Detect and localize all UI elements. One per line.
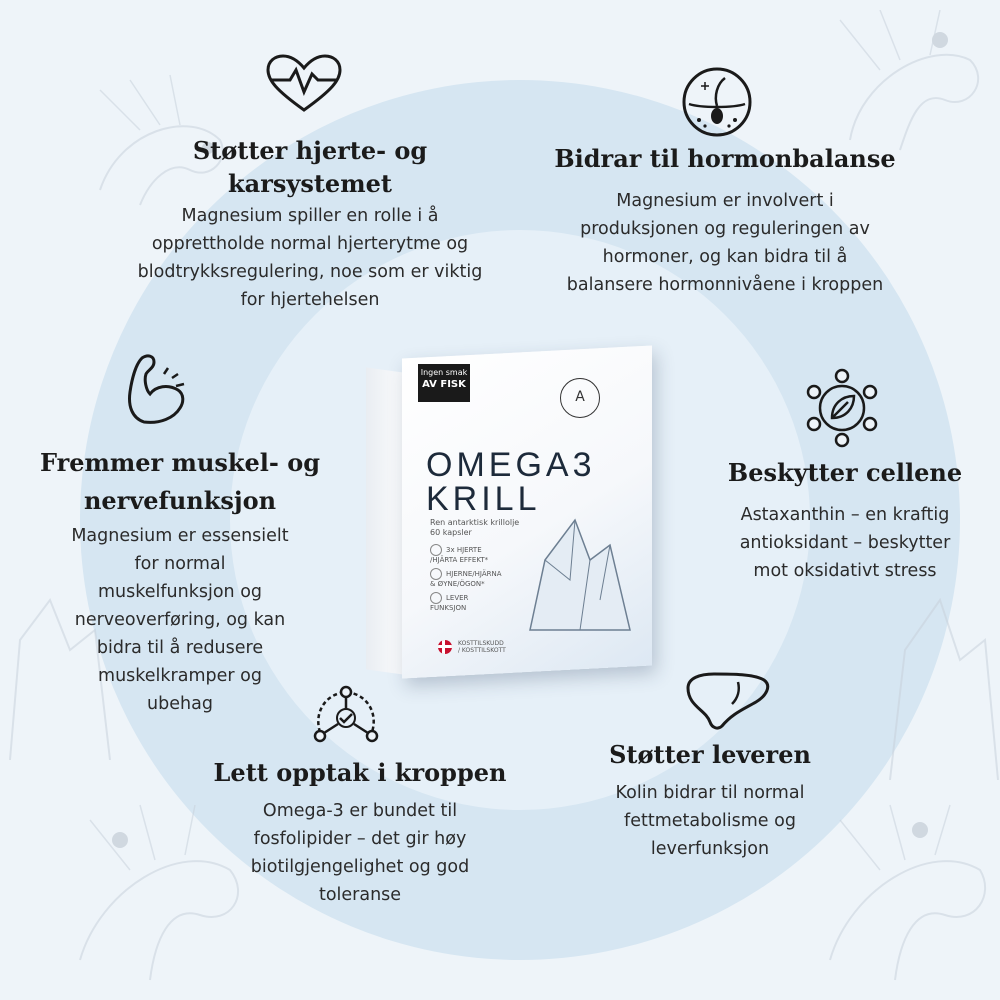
benefit-muscle: [30, 444, 330, 718]
benefit-heart-title: Støtter hjerte- og karsystemet: [192, 136, 428, 198]
product-subtitle-line-1: Ren antarktisk krillolje: [430, 518, 520, 527]
benefit-cells: [700, 456, 990, 585]
benefit-hormone: [520, 142, 930, 299]
badge-line-2: AV FISK: [422, 379, 466, 390]
flexed-arm-icon: [124, 352, 194, 426]
benefit-hormone-text: Magnesium er involvert i produksjonen og reguleringen av hormoner, og kan bidra til å balansere hormonnivåene i kroppen: [566, 191, 884, 295]
product-feature-2: [430, 568, 502, 588]
leaf-molecule-icon: [804, 368, 880, 448]
benefit-heart: [40, 134, 580, 314]
product-subtitle-line-2: 60 kapsler: [430, 528, 472, 537]
benefit-liver-text: Kolin bidrar til normal fettmetabolisme og leverfunksjon: [615, 783, 805, 859]
benefit-liver: [560, 738, 860, 863]
hair-follicle-icon: [681, 66, 753, 138]
norway-flag-icon: [438, 640, 452, 654]
product-title-line-2: KRILL: [426, 480, 541, 518]
benefit-hormone-title: Bidrar til hormonbalanse: [554, 144, 896, 173]
benefit-cells-text: Astaxanthin – en kraftig antioksidant – beskytter mot oksidativt stress: [739, 505, 951, 581]
benefit-absorption: [190, 756, 530, 909]
product-box-side: [366, 367, 404, 674]
iceberg-illustration: [520, 500, 640, 640]
feature-icon: [430, 568, 442, 580]
product-feature-1-text: 3x HJERTE /HJÄRTA EFFEKT*: [430, 546, 489, 564]
benefit-cells-title: Beskytter cellene: [727, 458, 963, 487]
feature-icon: [430, 592, 442, 604]
benefit-muscle-text: Magnesium er essensielt for normal muskelfunksjon og nerveoverføring, og kan bidra til å redusere muskelkramper og ubehag: [71, 526, 289, 714]
brand-logo: A: [560, 378, 600, 418]
no-fish-taste-badge: [418, 364, 470, 402]
iceberg-decoration-right: [880, 560, 1000, 780]
heart-pulse-icon: [266, 54, 342, 114]
product-title: [426, 448, 595, 516]
product-feature-1: [430, 544, 488, 564]
benefit-muscle-title: Fremmer muskel- og nervefunksjon: [39, 448, 321, 515]
product-subtitle: [430, 518, 519, 538]
liver-icon: [682, 670, 772, 732]
product-box: [340, 330, 670, 690]
product-feature-3-text: LEVER FUNKSJON: [430, 594, 469, 612]
product-feature-2-text: HJERNE/HJÄRNA & ØYNE/ÖGON*: [430, 570, 502, 588]
product-feature-3: [430, 592, 468, 612]
benefit-absorption-title: Lett opptak i kroppen: [213, 758, 507, 787]
molecule-check-icon: [310, 684, 382, 748]
feature-icon: [430, 544, 442, 556]
badge-line-1: Ingen smak: [420, 368, 468, 377]
product-title-line-1: OMEGA3: [426, 446, 596, 484]
benefit-liver-title: Støtter leveren: [609, 740, 811, 769]
benefit-heart-text: Magnesium spiller en rolle i å opprettholde normal hjerterytme og blodtrykksregulering, noe som er viktig for hjertehelsen: [137, 206, 483, 310]
benefit-absorption-text: Omega-3 er bundet til fosfolipider – det gir høy biotilgjengelighet og god toleranse: [250, 801, 470, 905]
supplement-label: KOSTTILSKUDD / KOSTTILSKOTT: [458, 640, 506, 654]
